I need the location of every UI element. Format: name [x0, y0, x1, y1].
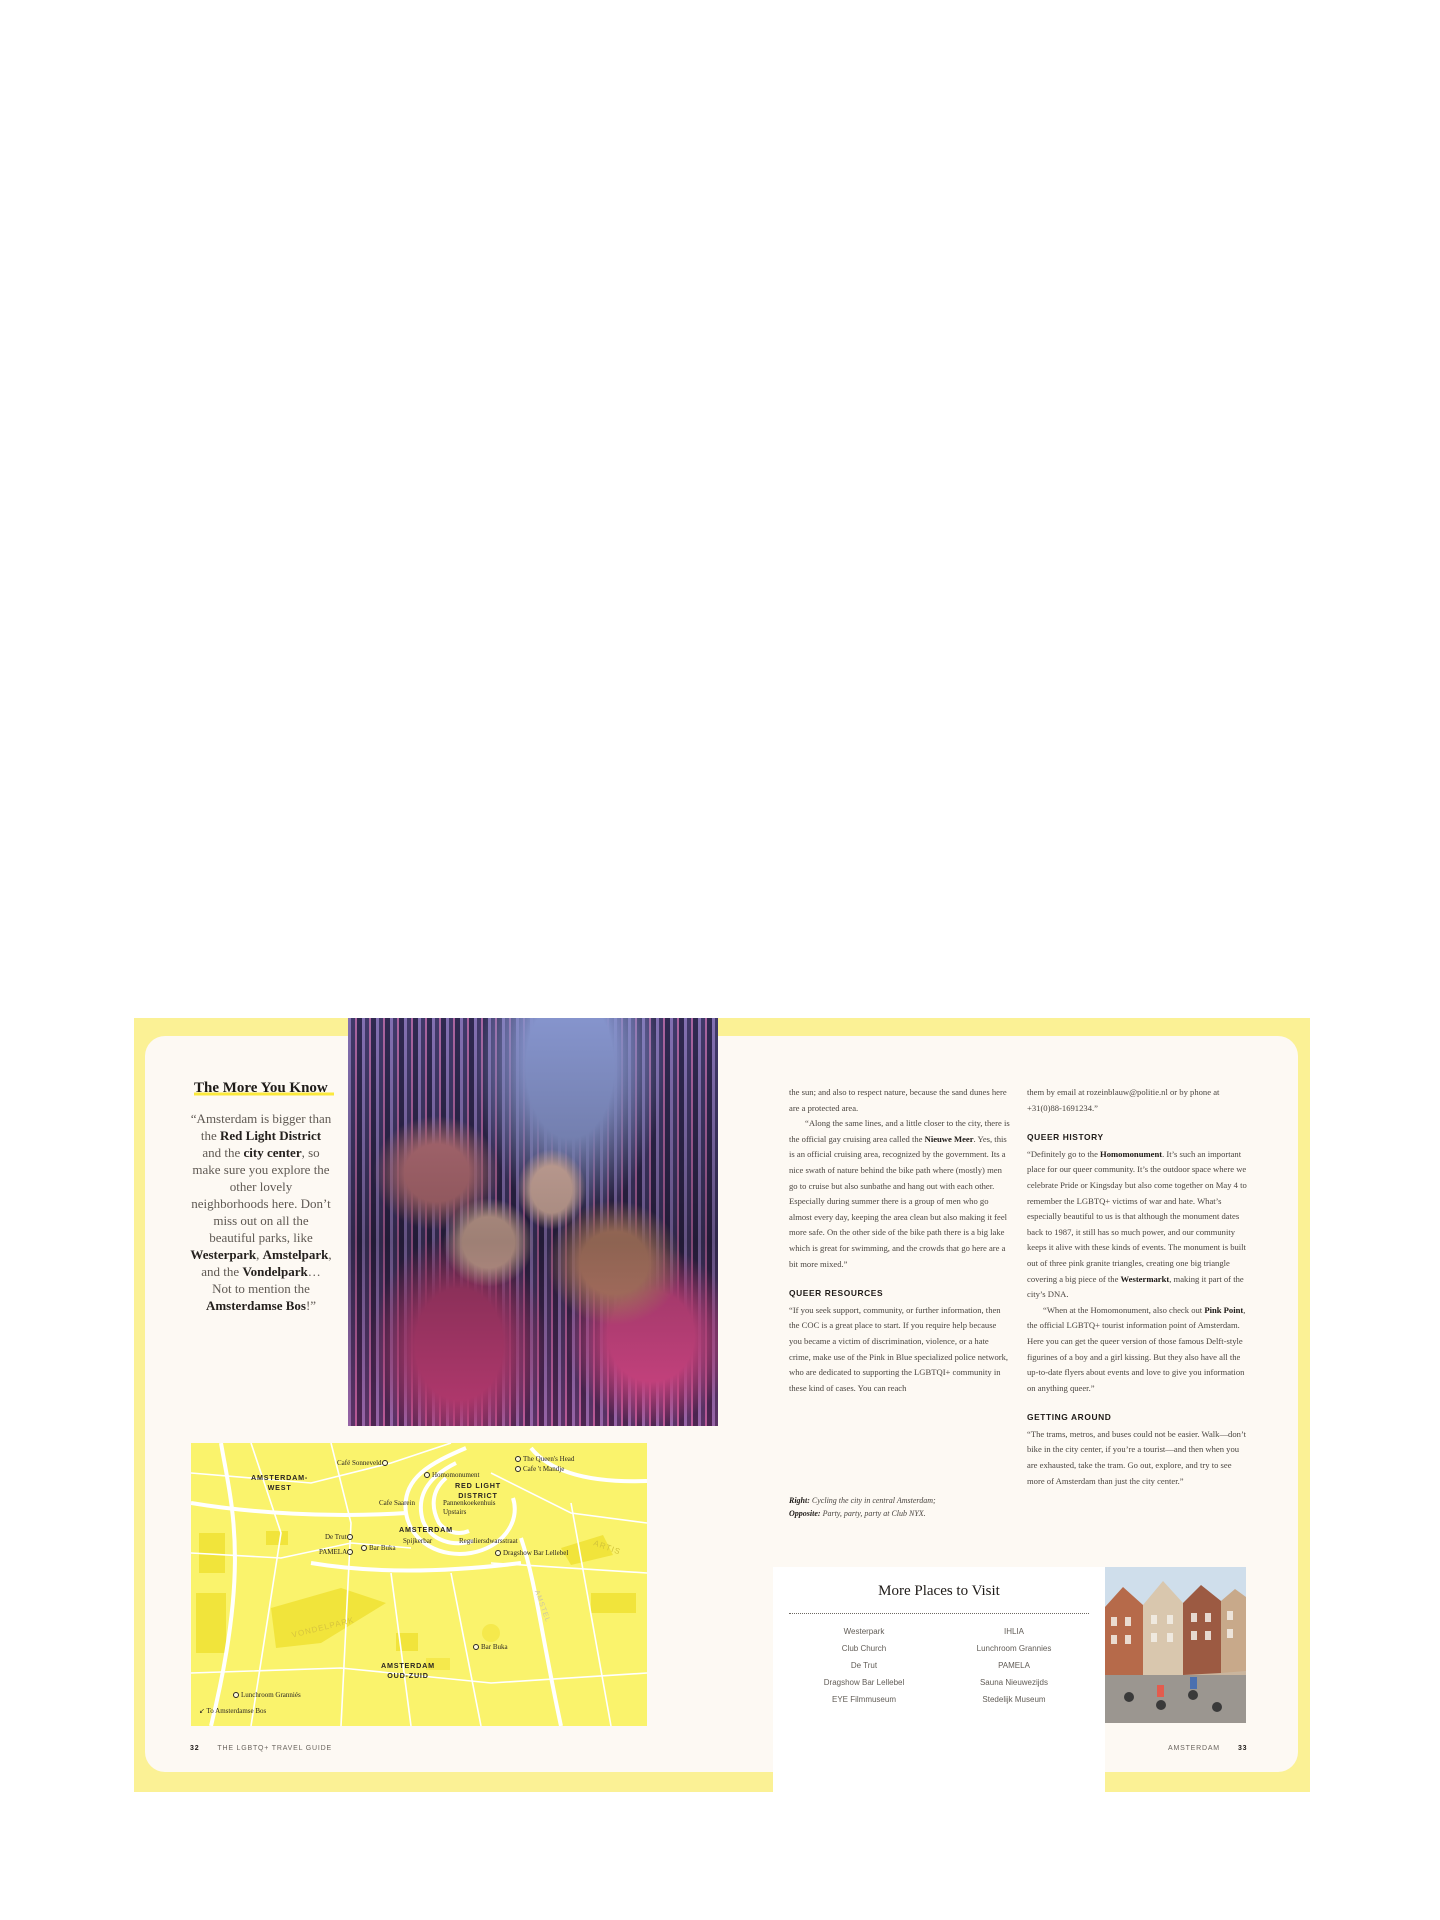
park-small-block: [266, 1531, 288, 1545]
text-column-two: [1027, 1085, 1249, 1489]
map-label-oud-zuid: AMSTERDAM OUD-ZUID: [381, 1661, 435, 1680]
poi-marker-icon: [424, 1472, 430, 1478]
quote-text: … Not to mention the: [212, 1264, 321, 1296]
place-list-item: De Trut: [850, 1661, 878, 1670]
place-list-item: PAMELA: [998, 1661, 1030, 1670]
poi-marker-icon: [515, 1466, 521, 1472]
poi-cafe-sonneveld: [337, 1459, 390, 1468]
place-list-item: Dragshow Bar Lellebel: [823, 1678, 905, 1687]
singelgracht: [311, 1563, 521, 1571]
poi-marker-icon: [361, 1545, 367, 1551]
poi-marker-icon: [495, 1550, 501, 1556]
poi-label: Cafe 't Mandje: [523, 1465, 565, 1473]
poi-to-amsterdamse-bos: [199, 1707, 266, 1716]
queer-resources-text: “If you seek support, community, or further information, then the COC is a great place to start. If you require help because you became a victim of discrimination, violence, or a hate crime, make use of the Pink in Blue specialized police network, who are dedicated to supporting the LGBTQI+ community in these kind of cases. You can reach: [789, 1304, 1009, 1393]
poi-bar-buka: [361, 1544, 396, 1553]
river-label-amstel: AMSTEL: [532, 1589, 552, 1624]
body-text: . Yes, this is an official cruising area, recognized by the government. Its a nice swath of nature behind the bike path where (mostly) men go to cruise but also sunbathe and hang out with each other. Especially during summer there is a group of men who go almost every day, keeping the area clean but also making it feel more safe. On the other side of the bike path there is a big lake which is great for swimming, and the crowds that go here are a bit more mixed.”: [789, 1133, 1008, 1269]
caption-right-text: Cycling the city in central Amsterdam;: [809, 1496, 936, 1505]
getting-around-text: “The trams, metros, and buses could not be easier. Walk—don’t bike in the city center, if you’re a tourist—and then when you are exhausted, take the tram. Go out, explore, and try to see more of Amsterdam than just the city center.”: [1027, 1428, 1247, 1486]
queer-history-text-2: [1027, 1303, 1249, 1397]
caption-opposite-text: Party, party, party at Club NYX.: [820, 1508, 926, 1518]
place-list-item: Sauna Nieuwezijds: [979, 1678, 1049, 1687]
park-vondelpark: [271, 1588, 386, 1648]
quote-highlight: city center: [243, 1145, 302, 1160]
poi-de-trut: [325, 1533, 355, 1542]
park-label-vondelpark: VONDELPARK: [290, 1615, 356, 1640]
history-highlight: Westermarkt: [1120, 1273, 1170, 1284]
column-two-intro: them by email at rozeinblauw@politie.nl or by phone at +31(0)88-1691234.”: [1027, 1087, 1220, 1113]
quote-text: !”: [305, 1298, 317, 1313]
poi-marker-icon: [382, 1460, 388, 1466]
street-photo-illustration: [1105, 1567, 1246, 1723]
poi-spijkerbar: [403, 1537, 432, 1546]
quote-highlight: Red Light District: [220, 1128, 322, 1143]
park-label-artis: ARTIS: [592, 1538, 623, 1557]
getting-around-heading: GETTING AROUND: [1027, 1412, 1112, 1423]
park-circle: [482, 1624, 500, 1642]
map-label-red-light-district: RED LIGHT DISTRICT: [455, 1481, 501, 1500]
poi-label: Cafe Saarein: [379, 1499, 415, 1507]
quote-highlight: Amsterdamse Bos: [205, 1298, 306, 1313]
map-label-amsterdam: AMSTERDAM: [399, 1525, 453, 1534]
quote-text: , and the: [201, 1247, 332, 1279]
poi-queens-head: [515, 1455, 574, 1464]
poi-cafe-mandje: [515, 1465, 564, 1474]
history-text: “When at the Homomonument, also check out: [1043, 1304, 1205, 1315]
map-label-amsterdam-west: AMSTERDAM- WEST: [251, 1473, 309, 1492]
caption-opposite-label: Opposite:: [789, 1508, 821, 1518]
poi-label: The Queen's Head: [523, 1455, 575, 1463]
arrow-down-icon: ↙: [199, 1707, 207, 1715]
body-text: the sun; and also to respect nature, because the sand dunes here are a protected area.: [789, 1087, 1007, 1113]
poi-label: Reguliersdwarsstraat: [459, 1537, 518, 1545]
park-west-block: [196, 1593, 226, 1653]
poi-label: Bar Buka: [481, 1643, 508, 1651]
amsterdam-map: [191, 1443, 647, 1726]
body-highlight: Nieuwe Meer: [924, 1133, 974, 1144]
history-text: , the official LGBTQ+ tourist information point of Amsterdam. Here you can get the queer version of those famous Delft-style figurines of a boy and a girl kissing. But they also have all the up-to-date flyers about events and love to give you information on anything queer.”: [1027, 1304, 1246, 1393]
poi-pamela: [319, 1548, 355, 1557]
poi-label: De Trut: [325, 1533, 347, 1541]
queer-history-text: [1027, 1147, 1249, 1303]
body-paragraph: [789, 1085, 1011, 1116]
sidebar-heading: The More You Know: [194, 1080, 334, 1097]
page-number-right: 33: [1237, 1745, 1248, 1752]
quote-text: , so make sure you explore the other lovely neighborhoods here. Don’t miss out on all the beautiful parks, like: [191, 1145, 331, 1245]
queer-history-heading: QUEER HISTORY: [1027, 1132, 1104, 1143]
history-text: “Definitely go to the: [1027, 1148, 1101, 1159]
canal-west: [191, 1503, 406, 1515]
place-list-item: Lunchroom Grannies: [976, 1644, 1052, 1653]
poi-marker-icon: [347, 1549, 353, 1555]
queer-resources-heading: QUEER RESOURCES: [789, 1288, 884, 1299]
body-paragraph: [789, 1116, 1011, 1272]
poi-marker-icon: [347, 1534, 353, 1540]
photo-caption: [789, 1495, 939, 1520]
poi-lunchroom-grannies: [233, 1691, 301, 1700]
poi-label: Homomonument: [432, 1471, 480, 1479]
dotted-divider: [789, 1613, 1089, 1614]
poi-pannenkoekenhuis: Pannenkoekenhuis Upstairs: [443, 1499, 496, 1516]
poi-marker-icon: [473, 1644, 479, 1650]
poi-reguliersdwarsstraat: [459, 1537, 518, 1546]
poi-label: Lunchroom Granniés: [241, 1691, 301, 1699]
street-cycling-photo: [1105, 1567, 1246, 1723]
quote-highlight: Westerpark: [190, 1247, 257, 1262]
poi-marker-icon: [233, 1692, 239, 1698]
body-text: “Along the same lines, and a little closer to the city, there is the official gay cruising area called the: [789, 1118, 1010, 1144]
poi-label: Bar Buka: [369, 1544, 396, 1552]
poi-label: Spijkerbar: [403, 1537, 433, 1545]
quote-text: “Amsterdam is bigger than the: [190, 1111, 332, 1143]
place-list-item: Club Church: [841, 1644, 887, 1653]
more-places-list: [789, 1627, 1089, 1704]
history-text: . It’s such an important place for our queer community. It’s the outdoor space where we celebrate Pride or Kingsday but also come together on May 4 to remember the LGBTQ+ victims of war and hate. What’s especially beautiful to us is that although the monument dates back to 1987, it still has so much power, and our community keeps it alive with these kinds of events. The monument is built out of three pink granite triangles, creating one big triangle covering a big piece of the: [1027, 1148, 1247, 1284]
poi-label: Café Sonneveld: [337, 1459, 382, 1467]
poi-cafe-saarein: [379, 1499, 415, 1508]
place-list-item: EYE Filmmuseum: [831, 1695, 896, 1704]
poi-bar-buka-south: [473, 1643, 508, 1652]
text-column-one: [789, 1085, 1011, 1396]
poi-label: PAMELA: [319, 1548, 348, 1556]
history-highlight: Pink Point: [1204, 1304, 1244, 1315]
more-places-title: More Places to Visit: [878, 1583, 1000, 1599]
place-list-item: IHLIA: [1003, 1627, 1024, 1636]
quote-text: and the: [202, 1145, 244, 1160]
history-highlight: Homomonument: [1100, 1148, 1163, 1159]
park-east-block: [591, 1593, 636, 1613]
poi-label: Dragshow Bar Lellebel: [503, 1549, 569, 1557]
folio-right: [1168, 1745, 1247, 1752]
sidebar-quote: [190, 1110, 332, 1314]
place-list-item: Stedelijk Museum: [982, 1695, 1046, 1704]
running-head-right: AMSTERDAM: [1168, 1745, 1220, 1752]
history-text: , making it part of the city’s DNA.: [1027, 1273, 1244, 1300]
place-list-item: Westerpark: [843, 1627, 885, 1636]
quote-highlight: Amstelpark: [262, 1247, 329, 1262]
poi-marker-icon: [515, 1456, 521, 1462]
poi-dragshow-bar: [495, 1549, 568, 1558]
more-places-box: [773, 1567, 1105, 1792]
quote-highlight: Vondelpark: [242, 1264, 308, 1279]
caption-right-label: Right:: [789, 1496, 810, 1505]
column-one-paragraphs: [789, 1085, 1011, 1272]
quote-text: ,: [256, 1247, 263, 1262]
canal-far-west: [211, 1443, 235, 1726]
page-number-left: 32: [190, 1745, 200, 1752]
poi-homomonument: [424, 1471, 479, 1480]
poi-label: To Amsterdamse Bos: [206, 1707, 267, 1715]
club-party-photo: [348, 1018, 718, 1426]
running-head-left: THE LGBTQ+ TRAVEL GUIDE: [217, 1745, 332, 1752]
folio-left: [190, 1745, 332, 1752]
